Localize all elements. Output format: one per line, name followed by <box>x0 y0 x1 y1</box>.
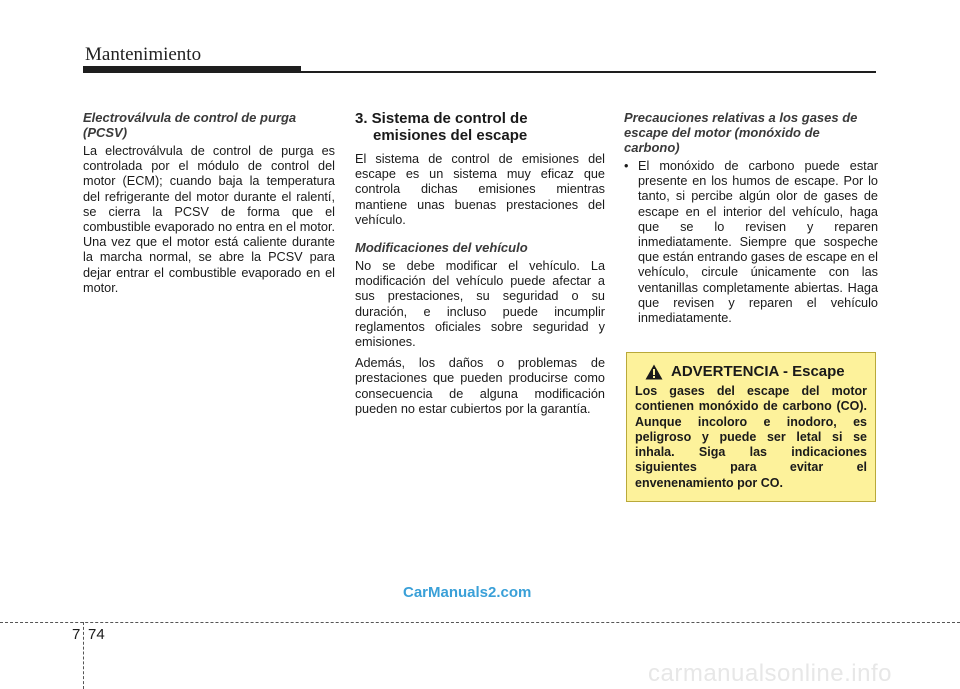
modifications-subheading: Modificaciones del vehículo <box>355 240 528 256</box>
warning-title-row <box>635 363 867 380</box>
header-rule-thick <box>83 66 301 73</box>
page-header-title: Mantenimiento <box>85 44 202 65</box>
emissions-paragraph: El sistema de control de emisiones del escape es un sistema muy eficaz que controla dichas emisiones mientras mantiene unas buenas prestaciones del vehículo. <box>355 152 605 227</box>
exhaust-bullet-text: El monóxido de carbono puede estar presente en los humos de escape. Por lo tanto, si percibe algún olor de gases de escape en el interior del vehículo, haga que se lo revisen y reparen inmediatamente. Siempre que sospeche que están entrando gases de escape en el vehículo, circule únicamente con las ventanillas completamente abiertas. Haga que revisen y reparen el vehículo inmediatamente. <box>638 159 878 326</box>
list-item <box>624 159 878 326</box>
page-number: 74 <box>88 626 105 643</box>
column-middle <box>355 110 605 423</box>
column-right <box>624 110 878 326</box>
modifications-paragraph-1: No se debe modificar el vehículo. La modificación del vehículo puede afectar a sus prestaciones, su seguridad o su duración, e incluso puede incumplir reglamentos oficiales sobre seguridad y emisiones. <box>355 259 605 350</box>
header-rule-thin <box>300 71 876 73</box>
warning-triangle-icon <box>645 364 663 380</box>
section-heading-emissions: 3. Sistema de control de emisiones del escape <box>355 110 528 144</box>
exhaust-precautions-subheading: Precauciones relativas a los gases de escape del motor (monóxido de carbono) <box>624 110 858 155</box>
pcsv-paragraph: La electroválvula de control de purga es controlada por el módulo de control del motor (ECM); cuando baja la temperatura del refrigerante del motor durante el ralentí, se cierra la PCSV de forma que el combustible evaporado no entra en el motor. Una vez que el motor está caliente durante la marcha normal, se abre la PCSV para dejar entrar el combustible evaporado en el motor. <box>83 144 335 295</box>
column-left <box>83 110 335 302</box>
modifications-paragraph-2: Además, los daños o problemas de prestaciones que pueden producirse como consecuencia de alguna modificación pueden no estar cubiertos por la garantía. <box>355 356 605 416</box>
warning-body: Los gases del escape del motor contienen monóxido de carbono (CO). Aunque incoloro e inodoro, es peligroso y puede ser letal si se inhala. Siga las indicaciones siguientes para evitar el envenenamiento por CO. <box>635 384 867 490</box>
footer-vertical-rule <box>83 622 84 689</box>
warning-title: ADVERTENCIA - Escape <box>671 363 845 380</box>
section-number: 7 <box>72 626 81 643</box>
footer-rule <box>0 622 960 623</box>
site-watermark: carmanualsonline.info <box>648 660 892 687</box>
watermark-link[interactable]: CarManuals2.com <box>403 584 532 601</box>
bullet-dot-icon: • <box>624 159 629 173</box>
warning-box <box>626 352 876 502</box>
pcsv-subheading: Electroválvula de control de purga (PCSV) <box>83 110 297 140</box>
